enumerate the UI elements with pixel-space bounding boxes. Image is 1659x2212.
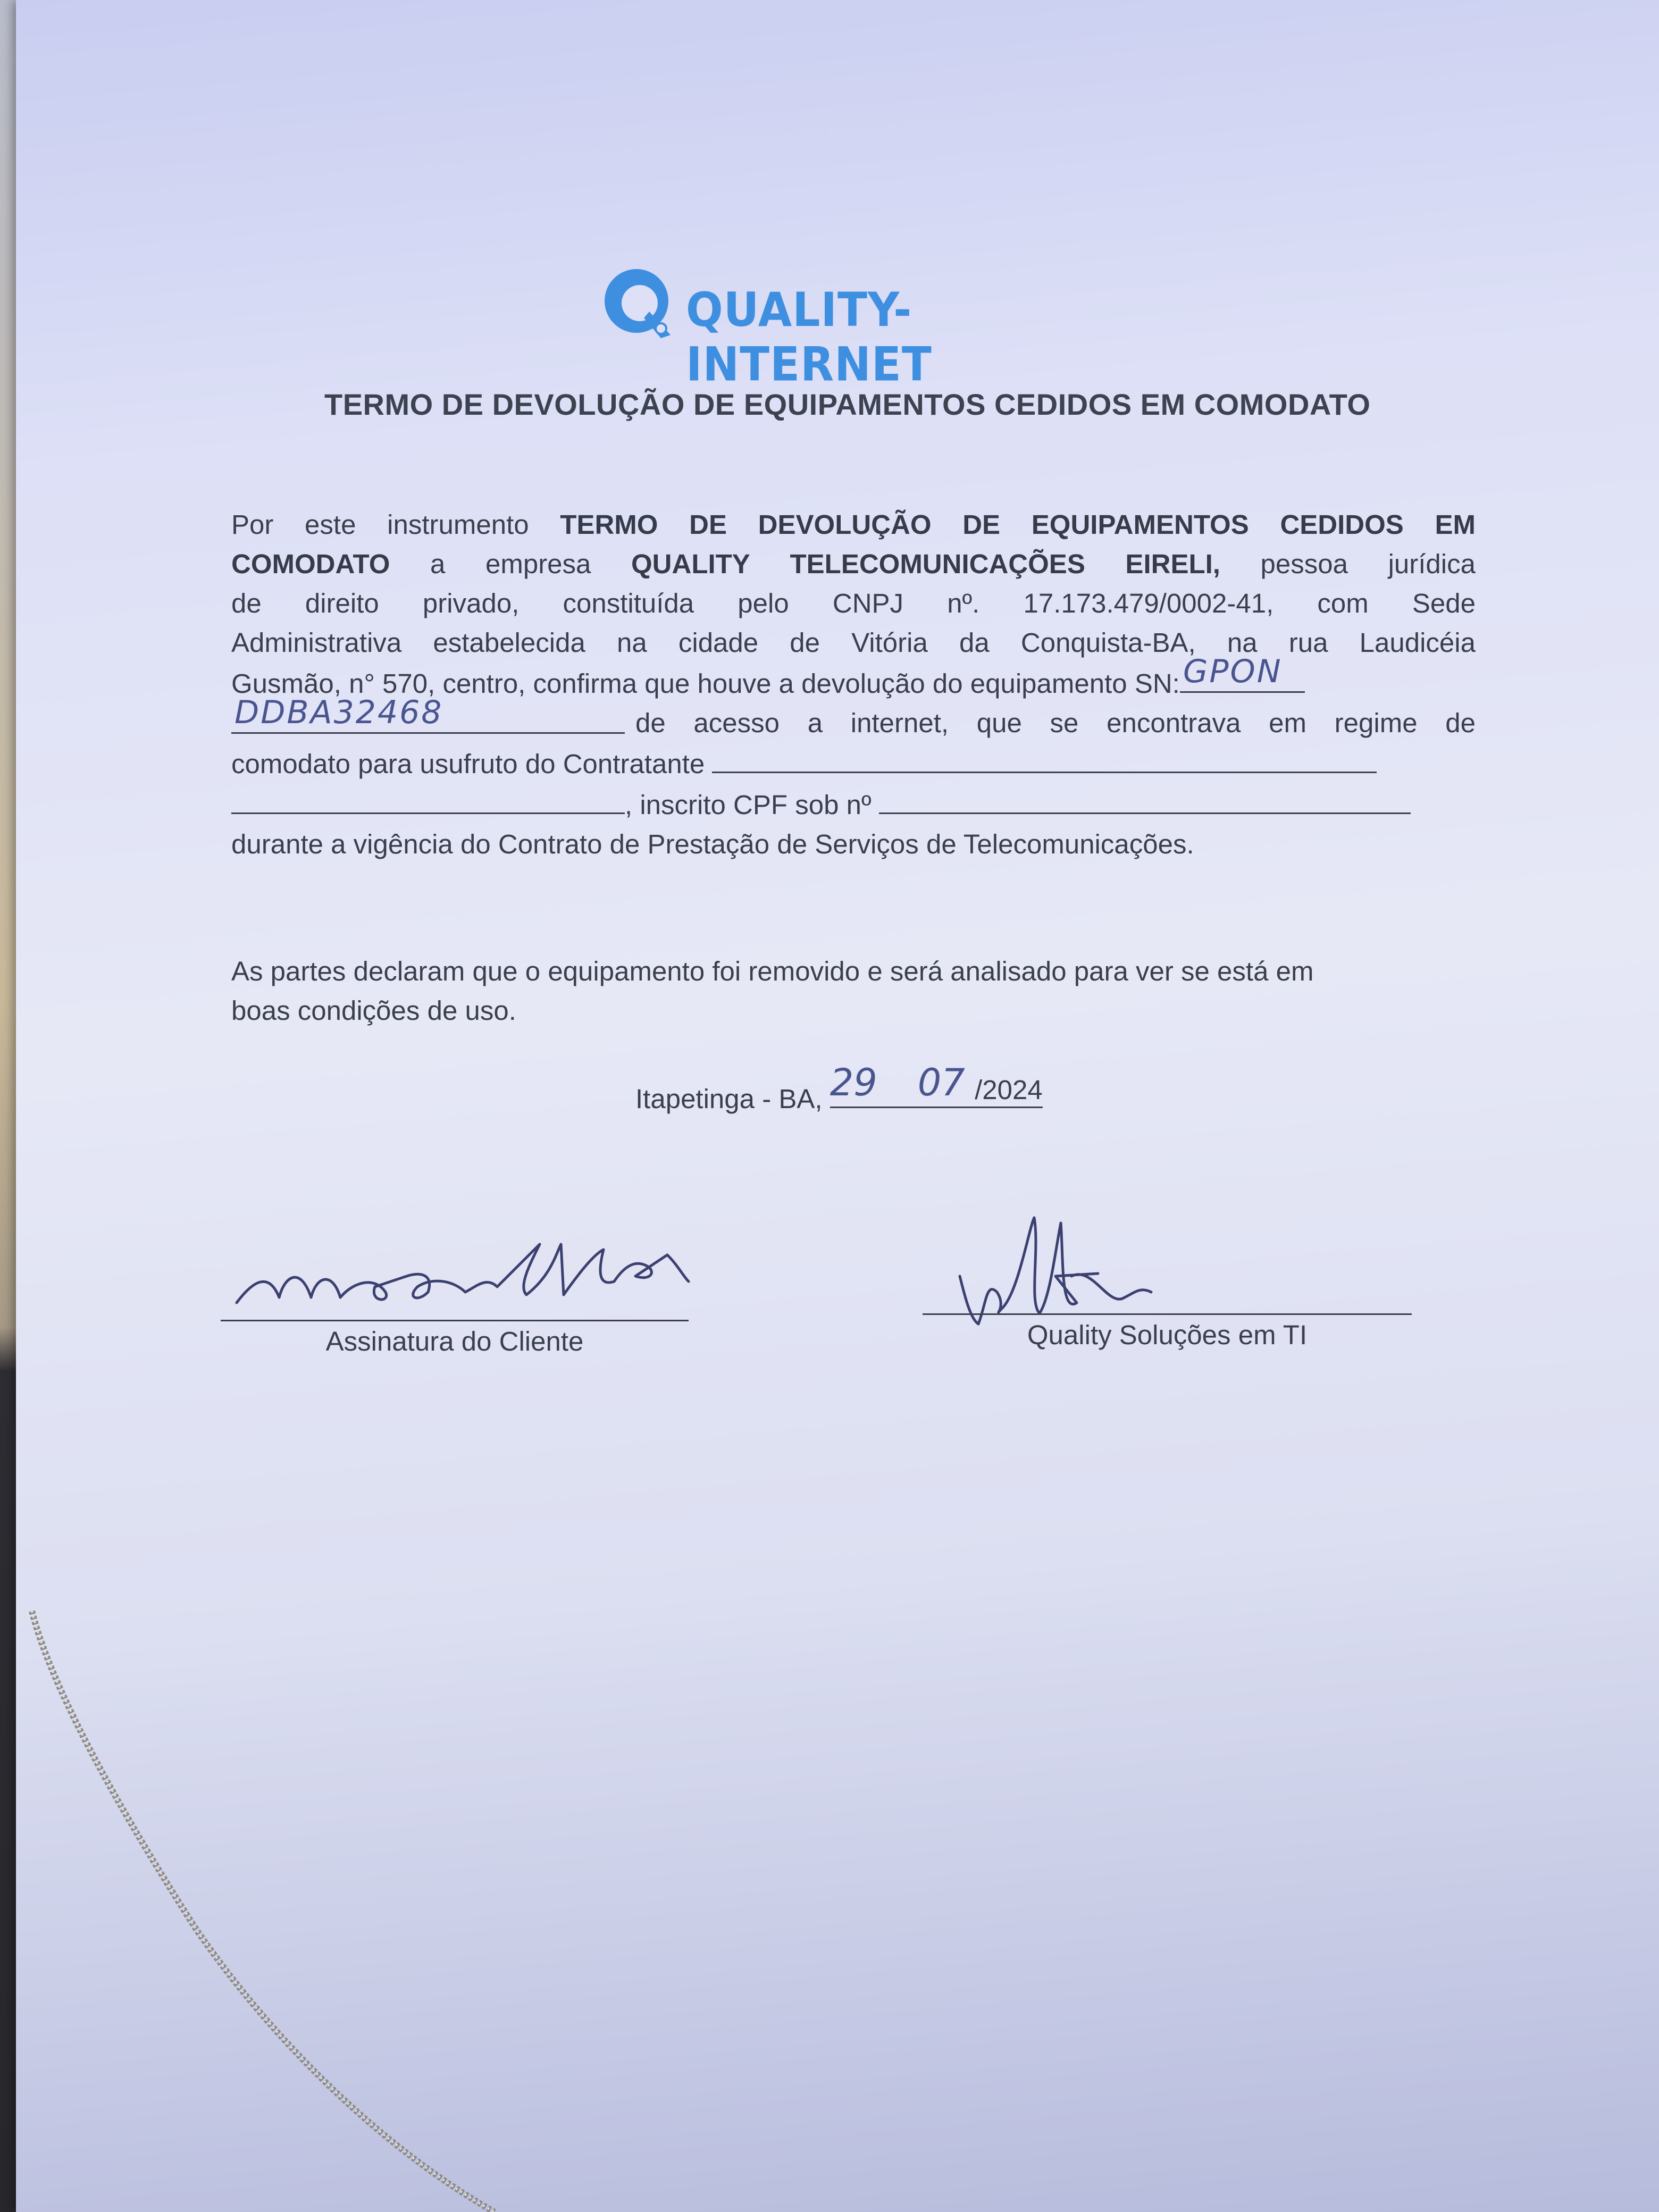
place-text: Itapetinga - BA, xyxy=(635,1084,830,1114)
cable-decoration xyxy=(16,1590,548,2212)
paragraph-line: COMODATO a empresa QUALITY TELECOMUNICAÇÕES EIRELI, pessoa jurídica xyxy=(231,549,1476,579)
paragraph-line: de direito privado, constituída pelo CNPJ nº. 17.173.479/0002-41, com Sede xyxy=(231,588,1476,618)
client-signature-image xyxy=(231,1223,763,1329)
company-signature-label: Quality Soluções em TI xyxy=(1027,1320,1308,1350)
paragraph-line: Por este instrumento TERMO DE DEVOLUÇÃO DE EQUIPAMENTOS CEDIDOS EM xyxy=(231,509,1476,540)
serial-number-field-1: GPON xyxy=(1180,663,1305,693)
paragraph-declaration xyxy=(231,952,1476,1030)
client-signature-block xyxy=(221,1234,689,1357)
paragraph-line: DDBA32468 de acesso a internet, que se encontrava em regime de xyxy=(231,703,1476,743)
place-and-date xyxy=(635,1061,1043,1115)
q-logo-icon xyxy=(598,261,683,346)
cpf-field xyxy=(879,784,1411,814)
paragraph-main xyxy=(231,505,1476,864)
date-year: /2024 xyxy=(975,1075,1043,1105)
logo-brand-text: QUALITY-INTERNET xyxy=(686,283,932,392)
contractor-name-continuation-field xyxy=(231,784,625,814)
document-page xyxy=(16,0,1659,2212)
date-field xyxy=(830,1061,1043,1108)
serial-number-field-2: DDBA32468 xyxy=(231,703,625,734)
paragraph-line: Gusmão, n° 570, centro, confirma que houve a devolução do equipamento SN: GPON xyxy=(231,663,1476,703)
paragraph-line: durante a vigência do Contrato de Prestação de Serviços de Telecomunicações. xyxy=(231,829,1194,859)
company-signature-block xyxy=(923,1207,1412,1351)
contractor-name-field xyxy=(712,743,1377,773)
paragraph-line: Administrativa estabelecida na cidade de Vitória da Conquista-BA, na rua Laudicéia xyxy=(231,627,1476,658)
date-day: 29 xyxy=(830,1061,877,1104)
paragraph-line: boas condições de uso. xyxy=(231,995,516,1026)
paragraph-line: As partes declaram que o equipamento foi removido e será analisado para ver se está em xyxy=(231,956,1314,986)
client-signature-label: Assinatura do Cliente xyxy=(325,1326,584,1356)
company-logo xyxy=(598,261,1093,392)
company-signature-image xyxy=(949,1207,1172,1329)
paragraph-line: , inscrito CPF sob nº xyxy=(231,784,1476,825)
document-title: TERMO DE DEVOLUÇÃO DE EQUIPAMENTOS CEDIDOS EM COMODATO xyxy=(324,388,1371,421)
date-month: 07 xyxy=(917,1061,965,1104)
paragraph-line: comodato para usufruto do Contratante xyxy=(231,743,1476,784)
